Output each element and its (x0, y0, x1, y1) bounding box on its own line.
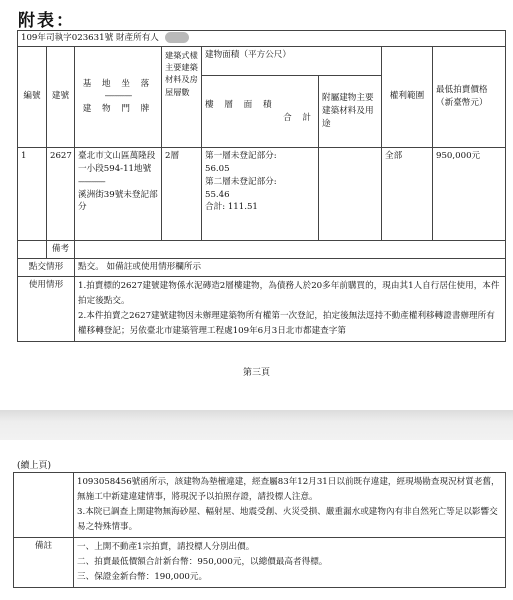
area-line: 第二層未登記部分: (205, 176, 277, 187)
row-building-no: 2627 (47, 147, 75, 240)
usage-label: 使用情形 (18, 276, 75, 341)
header-building-no: 建號 (47, 46, 75, 147)
row-no: 1 (18, 147, 47, 240)
continued-table (13, 472, 506, 588)
header-dashes: -------------- (104, 91, 132, 102)
header-auxiliary: 附屬建物主要建築材料及用途 (319, 76, 382, 148)
continued-usage-spacer (14, 473, 74, 538)
property-row (18, 147, 506, 240)
row-min-price: 950,000元 (433, 147, 506, 240)
continued-label: (續上頁) (17, 461, 52, 471)
note-row (14, 538, 506, 588)
area-line: 56.05 (205, 163, 230, 174)
row-base-location: 臺北市文山區萬隆段一小段594-11地號 (78, 150, 156, 174)
remark-value (75, 240, 506, 258)
handover-row (18, 258, 506, 276)
note-item: 二、拍賣最低價額合計新台幣：950,000元，以總價最高者得標。 (77, 557, 328, 568)
area-line: 第一層未登記部分: (205, 150, 277, 161)
continued-line: 3.本院已調查上開建物無海砂屋、輻射屋、地震受創、火災受損、嚴重漏水或建物內有非自然死亡等足以影響交易之特殊情事。 (77, 507, 498, 533)
usage-row (18, 276, 506, 341)
continued-usage-row (14, 473, 506, 538)
remark-row (18, 240, 506, 258)
redacted-name (165, 32, 189, 43)
row-area (202, 147, 319, 240)
continued-line: 1093058456號函所示，該建物為墊檀違建，經查屬83年12月31日以前既存違建，經現場勘查現況材質老舊，無施工中新建違建情事，將現況予以拍照存證，請投標人注意。 (77, 477, 500, 503)
remark-spacer (18, 240, 47, 258)
header-base-location: 基 地 坐 落 (82, 78, 154, 89)
note-label: 備註 (14, 538, 74, 588)
header-no: 編號 (18, 46, 47, 147)
note-item: 三、保證金新台幣：190,000元。 (77, 572, 208, 583)
row-location (75, 147, 162, 240)
row-dashes: -------------- (78, 176, 105, 187)
header-door-no: 建 物 門 牌 (82, 104, 154, 115)
header-rights: 權利範圍 (382, 46, 433, 147)
handover-value: 點交。 如備註或使用情形欄所示 (75, 258, 506, 276)
usage-value (75, 276, 506, 341)
header-min-price: 最低拍賣價格（新臺幣元） (433, 46, 506, 147)
document-page-2 (0, 440, 513, 600)
header-floor-area-cell (202, 76, 319, 148)
remark-label: 備考 (47, 240, 75, 258)
handover-label: 點交情形 (18, 258, 75, 276)
area-line: 合計: 111.51 (205, 202, 258, 213)
row-rights: 全部 (382, 147, 433, 240)
header-floor-area: 樓 層 面 積 (205, 99, 276, 110)
note-value (74, 538, 506, 588)
area-line: 55.46 (205, 189, 230, 200)
page-number: 第三頁 (242, 368, 270, 378)
header-row-1 (18, 46, 506, 75)
case-line: 109年司執字023631號 財產所有人 (21, 33, 159, 43)
case-row (18, 31, 506, 47)
property-table (17, 30, 506, 342)
header-location (75, 46, 162, 147)
continued-usage-value (74, 473, 506, 538)
header-combined: 合 計 (283, 112, 315, 123)
row-auxiliary (319, 147, 382, 240)
header-structure: 建築式樣主要建築材料及房屋層數 (162, 46, 202, 147)
usage-item: 2.本件拍賣之2627建號建物因未辦理建築物所有權第一次登記，拍定後無法逕持不動產權利移轉證書辦理所有權移轉登記；另依臺北市建築管理工程處109年6月3日北市都建查字第 (78, 310, 495, 336)
usage-item: 1.拍賣標的2627建號建物係水泥磚造2層樓建物，為債務人於20多年前購買的，現由其1人自行居住使用，本件拍定後點交。 (78, 280, 500, 306)
note-item: 一、上開不動產1宗拍賣，請投標人分別出價。 (77, 542, 255, 553)
header-area-title: 建物面積（平方公尺） (202, 46, 382, 75)
page-title: 附表： (18, 11, 75, 31)
row-door-no: 溪洲街39號未登記部分 (78, 189, 158, 213)
row-structure: 2層 (162, 147, 202, 240)
